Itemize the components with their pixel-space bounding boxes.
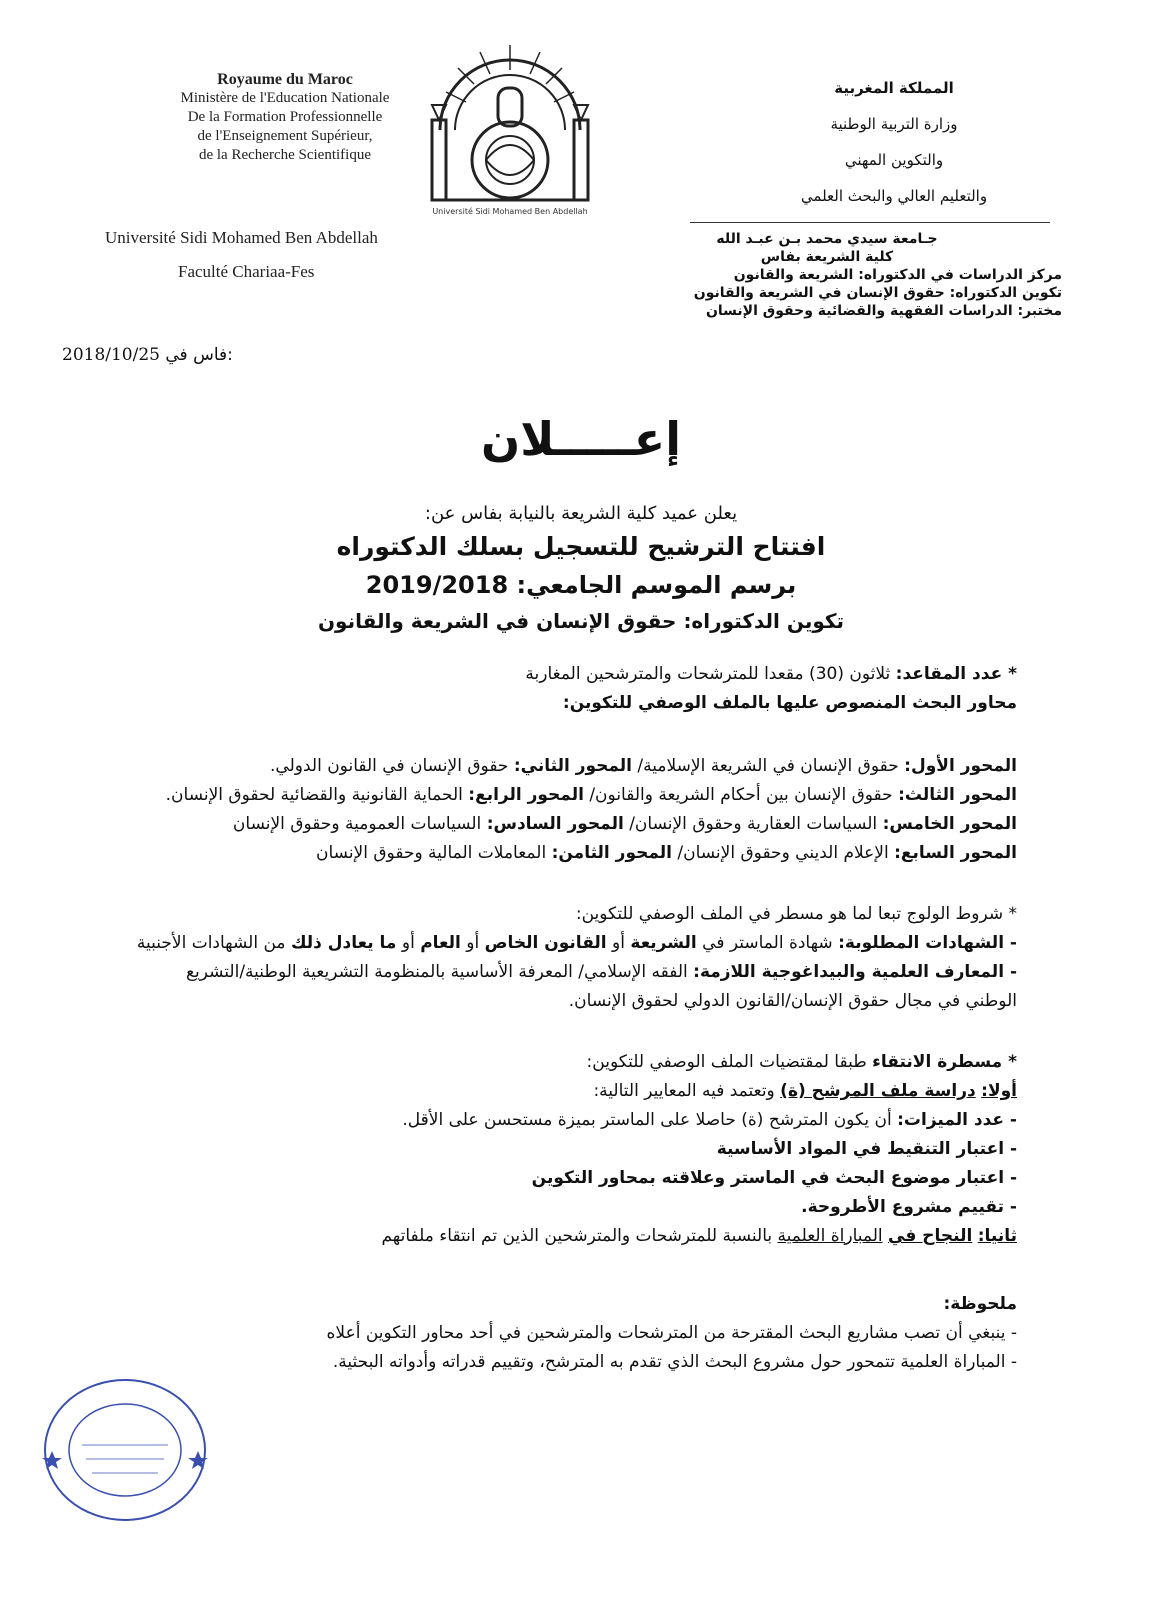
axis-label: المحور الثامن: <box>551 843 672 863</box>
ar-country: المملكة المغربية <box>834 79 954 97</box>
degrees-label: - الشهادات المطلوبة: <box>838 933 1017 953</box>
degree-or: أو <box>612 933 625 953</box>
fr-ministry: Ministère de l'Education Nationale <box>180 90 390 106</box>
axis-label: المحور الثاني: <box>513 756 632 776</box>
selection-first-text: وتعتمد فيه المعايير التالية: <box>593 1081 775 1101</box>
intro-headline: افتتاح الترشيح للتسجيل بسلك الدكتوراه <box>336 532 826 561</box>
degree-or: أو <box>401 933 415 953</box>
axis-text: السياسات العقارية وحقوق الإنسان/ <box>629 814 878 834</box>
fr-university: Université Sidi Mohamed Ben Abdellah <box>105 228 378 247</box>
criterion-item: - اعتبار موضوع البحث في الماستر وعلاقته بمحاور التكوين <box>531 1168 1017 1188</box>
seats-section <box>17 660 1017 718</box>
degrees-line <box>17 929 1017 958</box>
fr-faculty: Faculté Chariaa-Fes <box>178 262 315 281</box>
axes-row <box>17 781 1017 810</box>
selection-second <box>17 1222 1017 1251</box>
knowledge-text: الفقه الإسلامي/ المعرفة الأساسية بالمنظومة التشريعية الوطنية/التشريع <box>185 962 688 982</box>
knowledge-line <box>17 958 1017 987</box>
selection-heading-text: طبقا لمقتضيات الملف الوصفي للتكوين: <box>586 1052 867 1072</box>
logo-caption: Université Sidi Mohamed Ben Abdellah <box>432 207 588 216</box>
intro-training: تكوين الدكتوراه: حقوق الإنسان في الشريعة والقانون <box>317 609 845 633</box>
degree-or: أو <box>466 933 480 953</box>
axes-row <box>17 810 1017 839</box>
axis-text: حقوق الإنسان في القانون الدولي. <box>270 756 509 776</box>
date-label: فاس في: <box>165 345 233 365</box>
page-title: إعـــــلان <box>481 412 681 466</box>
axis-text: الحماية القانونية والقضائية لحقوق الإنسان. <box>165 785 463 805</box>
fr-ministry-4: de la Recherche Scientifique <box>198 147 371 163</box>
axis-label: المحور الخامس: <box>882 814 1017 834</box>
axes-row <box>17 839 1017 868</box>
criterion-item: - تقييم مشروع الأطروحة. <box>801 1197 1017 1217</box>
fr-ministry-3: de l'Enseignement Supérieur, <box>197 128 373 144</box>
degrees-text: من الشهادات الأجنبية <box>136 933 286 953</box>
fr-country: Royaume du Maroc <box>217 71 353 88</box>
access-conditions <box>17 900 1017 1016</box>
note-item: - ينبغي أن تصب مشاريع البحث المقترحة من المترشحات والمترشحين في أحد محاور التكوين أعلاه <box>326 1323 1017 1343</box>
ar-ministry: وزارة التربية الوطنية <box>830 115 958 133</box>
arabic-subheader <box>622 230 1062 320</box>
arabic-header <box>744 70 1044 214</box>
selection-first <box>17 1077 1017 1106</box>
faculty-stamp <box>40 1375 210 1525</box>
intro-line: يعلن عميد كلية الشريعة بالنيابة بفاس عن: <box>424 503 738 524</box>
axis-label: المحور السادس: <box>486 814 624 834</box>
university-logo <box>410 10 610 220</box>
axis-label: المحور الرابع: <box>468 785 584 805</box>
axis-text: حقوق الإنسان في الشريعة الإسلامية/ <box>637 756 899 776</box>
axis-label: المحور الثالث: <box>898 785 1017 805</box>
knowledge-label: - المعارف العلمية والبيداغوجية اللازمة: <box>693 962 1017 982</box>
note-item: - المباراة العلمية تتمحور حول مشروع البحث الذي تقدم به المترشح، وتقييم قدراته وأدواته البحثية. <box>332 1352 1017 1372</box>
intro-season: برسم الموسم الجامعي: 2019/2018 <box>365 571 797 599</box>
selection-first-title: دراسة ملف المرشح (ة) <box>780 1081 976 1101</box>
ar-center: مركز الدراسات في الدكتوراه: الشريعة والقانون <box>733 267 1062 283</box>
note-section <box>17 1290 1017 1377</box>
degree-option: ما يعادل ذلك <box>290 933 397 953</box>
fr-ministry-2: De la Formation Professionnelle <box>187 109 383 125</box>
seats-label: * عدد المقاعد: <box>895 664 1017 684</box>
french-header <box>140 70 430 165</box>
degree-option: الشريعة <box>630 933 697 953</box>
ar-faculty: كلية الشريعة بفاس <box>760 249 894 265</box>
selection-heading-bold: * مسطرة الانتقاء <box>872 1052 1017 1072</box>
ar-ministry-2: والتكوين المهني <box>844 151 944 169</box>
selection-first-label: أولا: <box>981 1081 1017 1101</box>
note-heading: ملحوظة: <box>943 1294 1017 1314</box>
axes-row <box>17 752 1017 781</box>
announcement-intro <box>0 500 1162 638</box>
knowledge-line-2: الوطني في مجال حقوق الإنسان/القانون الدولي لحقوق الإنسان. <box>568 991 1017 1011</box>
degree-option: القانون الخاص <box>484 933 607 953</box>
degrees-text: شهادة الماستر في <box>702 933 833 953</box>
ar-university: جـامعة سيدي محمد بـن عبـد الله <box>716 231 938 247</box>
selection-second-label: ثانيا: <box>977 1226 1017 1246</box>
criterion-item: - اعتبار التنقيط في المواد الأساسية <box>716 1139 1017 1159</box>
ar-ministry-3: والتعليم العالي والبحث العلمي <box>800 187 988 205</box>
selection-second-title: النجاح في <box>888 1226 973 1246</box>
axis-text: حقوق الإنسان بين أحكام الشريعة والقانون/ <box>589 785 893 805</box>
selection-heading <box>17 1048 1017 1077</box>
selection-second-exam: المباراة العلمية <box>777 1226 883 1246</box>
axis-text: الإعلام الديني وحقوق الإنسان/ <box>677 843 889 863</box>
seats-line <box>17 660 1017 689</box>
axes-section <box>17 752 1017 868</box>
ar-lab: مختبر: الدراسات الفقهية والقضائية وحقوق الإنسان <box>705 303 1062 319</box>
seats-text: ثلاثون (30) مقعدا للمترشحات والمترشحين المغاربة <box>525 664 891 684</box>
criterion-item <box>17 1106 1017 1135</box>
axis-label: المحور الأول: <box>904 756 1017 776</box>
selection-procedure <box>17 1048 1017 1251</box>
date-line <box>62 345 233 365</box>
criterion-label: - عدد الميزات: <box>897 1110 1017 1130</box>
axis-label: المحور السابع: <box>894 843 1017 863</box>
selection-second-text: بالنسبة للمترشحات والمترشحين الذين تم انتقاء ملفاتهم <box>381 1226 773 1246</box>
date-value: 2018/10/25 <box>62 345 160 365</box>
axes-heading: محاور البحث المنصوص عليها بالملف الوصفي للتكوين: <box>562 693 1017 713</box>
degree-option: العام <box>420 933 461 953</box>
access-heading: * شروط الولوج تبعا لما هو مسطر في الملف الوصفي للتكوين: <box>575 904 1017 924</box>
axis-text: المعاملات المالية وحقوق الإنسان <box>315 843 547 863</box>
ar-training: تكوين الدكتوراه: حقوق الإنسان في الشريعة والقانون <box>693 285 1062 301</box>
axis-text: السياسات العمومية وحقوق الإنسان <box>232 814 482 834</box>
header-divider <box>690 222 1050 223</box>
criterion-text: أن يكون المترشح (ة) حاصلا على الماستر بميزة مستحسن على الأقل. <box>402 1110 892 1130</box>
